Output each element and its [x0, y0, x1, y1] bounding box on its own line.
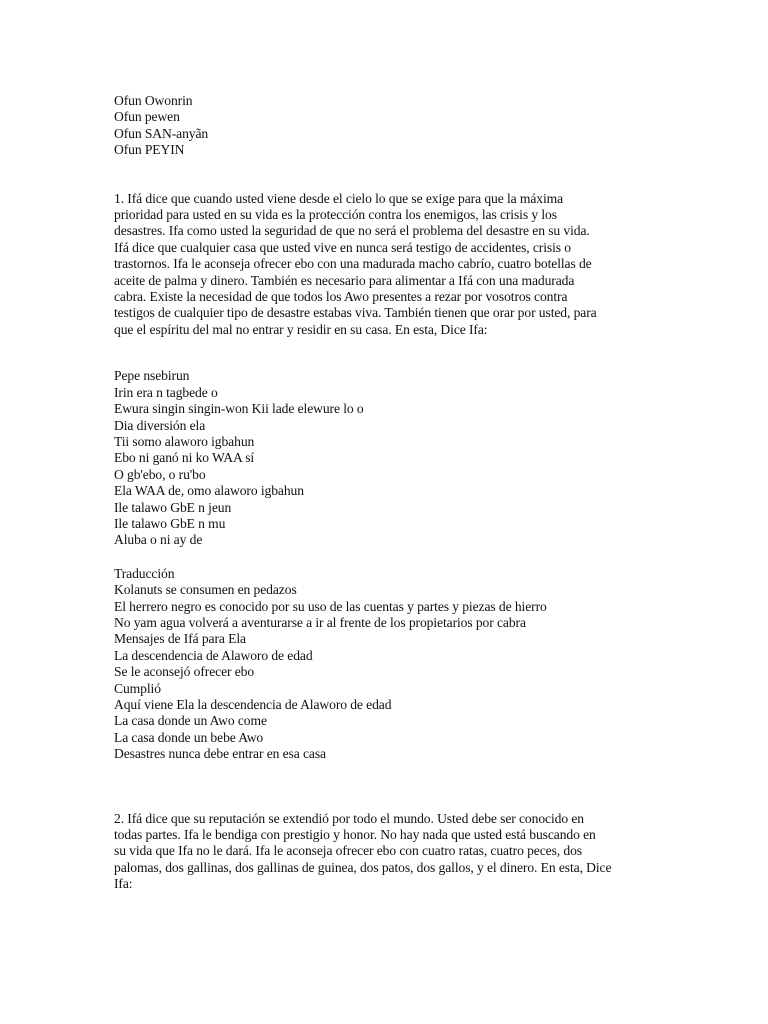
paragraph-line: cabra. Existe la necesidad de que todos los Awo presentes a rezar por vosotros contra [114, 289, 568, 305]
translation-line: No yam agua volverá a aventurarse a ir al frente de los propietarios por cabra [114, 614, 526, 630]
translation-line: La casa donde un bebe Awo [114, 729, 264, 745]
translation-line: Se le aconsejó ofrecer ebo [114, 664, 255, 680]
verse-line: Ewura singin singin-won Kii lade elewure lo o [114, 401, 364, 417]
header-line: Ofun SAN-anyãn [114, 125, 209, 141]
translation-line: Cumplió [114, 680, 161, 696]
verse-line: Tii somo alaworo igbahun [114, 433, 255, 449]
paragraph-1 [114, 191, 659, 339]
paragraph-line: su vida que Ifa no le dará. Ifa le aconseja ofrecer ebo con cuatro ratas, cuatro peces, dos [114, 843, 582, 859]
paragraph-line: aceite de palma y dinero. También es necesario para alimentar a Ifá con una madurada [114, 272, 575, 288]
paragraph-line: palomas, dos gallinas, dos gallinas de guinea, dos patos, dos gallos, y el dinero. En esta, Dice [114, 859, 612, 875]
verse-line: Irin era n tagbede o [114, 384, 218, 400]
verse-line: Pepe nsebirun [114, 368, 190, 384]
paragraph-2 [114, 811, 659, 893]
paragraph-line: que el espíritu del mal no entrar y residir en su casa. En esta, Dice Ifa: [114, 321, 488, 337]
translation-line: El herrero negro es conocido por su uso de las cuentas y partes y piezas de hierro [114, 598, 547, 614]
paragraph-line: Ifá dice que cualquier casa que usted vive en nunca será testigo de accidentes, crisis o [114, 239, 571, 255]
verse-line: Aluba o ni ay de [114, 532, 203, 548]
translation-line: La descendencia de Alaworo de edad [114, 647, 313, 663]
paragraph-line: todas partes. Ifa le bendiga con prestigio y honor. No hay nada que usted está buscando en [114, 827, 596, 843]
translation-line: Aquí viene Ela la descendencia de Alaworo de edad [114, 697, 392, 712]
translation-line: Mensajes de Ifá para Ela [114, 631, 246, 647]
translation-line: La casa donde un Awo come [114, 713, 267, 729]
document-page [114, 93, 659, 893]
paragraph-line: testigos de cualquier tipo de desastre estabas viva. También tienen que orar por usted, para [114, 305, 597, 321]
verse-line: Dia diversión ela [114, 417, 206, 433]
translation-block [114, 566, 659, 763]
verse-line: O gb'ebo, o ru'bo [114, 466, 206, 482]
verse-block [114, 368, 659, 548]
verse-line: Ela WAA de, omo alaworo igbahun [114, 483, 304, 499]
paragraph-line: 2. Ifá dice que su reputación se extendió por todo el mundo. Usted debe ser conocido en [114, 810, 584, 826]
header-block [114, 93, 659, 159]
translation-line: Kolanuts se consumen en pedazos [114, 582, 297, 598]
translation-line: Desastres nunca debe entrar en esa casa [114, 746, 326, 762]
verse-line: Ile talawo GbE n mu [114, 515, 226, 531]
header-line: Ofun Owonrin [114, 93, 193, 108]
paragraph-line: trastornos. Ifa le aconseja ofrecer ebo con una madurada macho cabrío, cuatro botellas de [114, 256, 592, 272]
header-line: Ofun PEYIN [114, 142, 185, 158]
paragraph-line: 1. Ifá dice que cuando usted viene desde el cielo lo que se exige para que la máxima [114, 190, 564, 206]
translation-title: Traducción [114, 565, 175, 581]
verse-line: Ile talawo GbE n jeun [114, 499, 232, 515]
paragraph-line: Ifa: [114, 876, 133, 892]
header-line: Ofun pewen [114, 109, 180, 125]
verse-line: Ebo ni ganó ni ko WAA sí [114, 450, 255, 466]
paragraph-line: desastres. Ifa como usted la seguridad de que no será el problema del desastre en su vida. [114, 223, 590, 239]
paragraph-line: prioridad para usted en su vida es la protección contra los enemigos, las crisis y los [114, 207, 557, 223]
